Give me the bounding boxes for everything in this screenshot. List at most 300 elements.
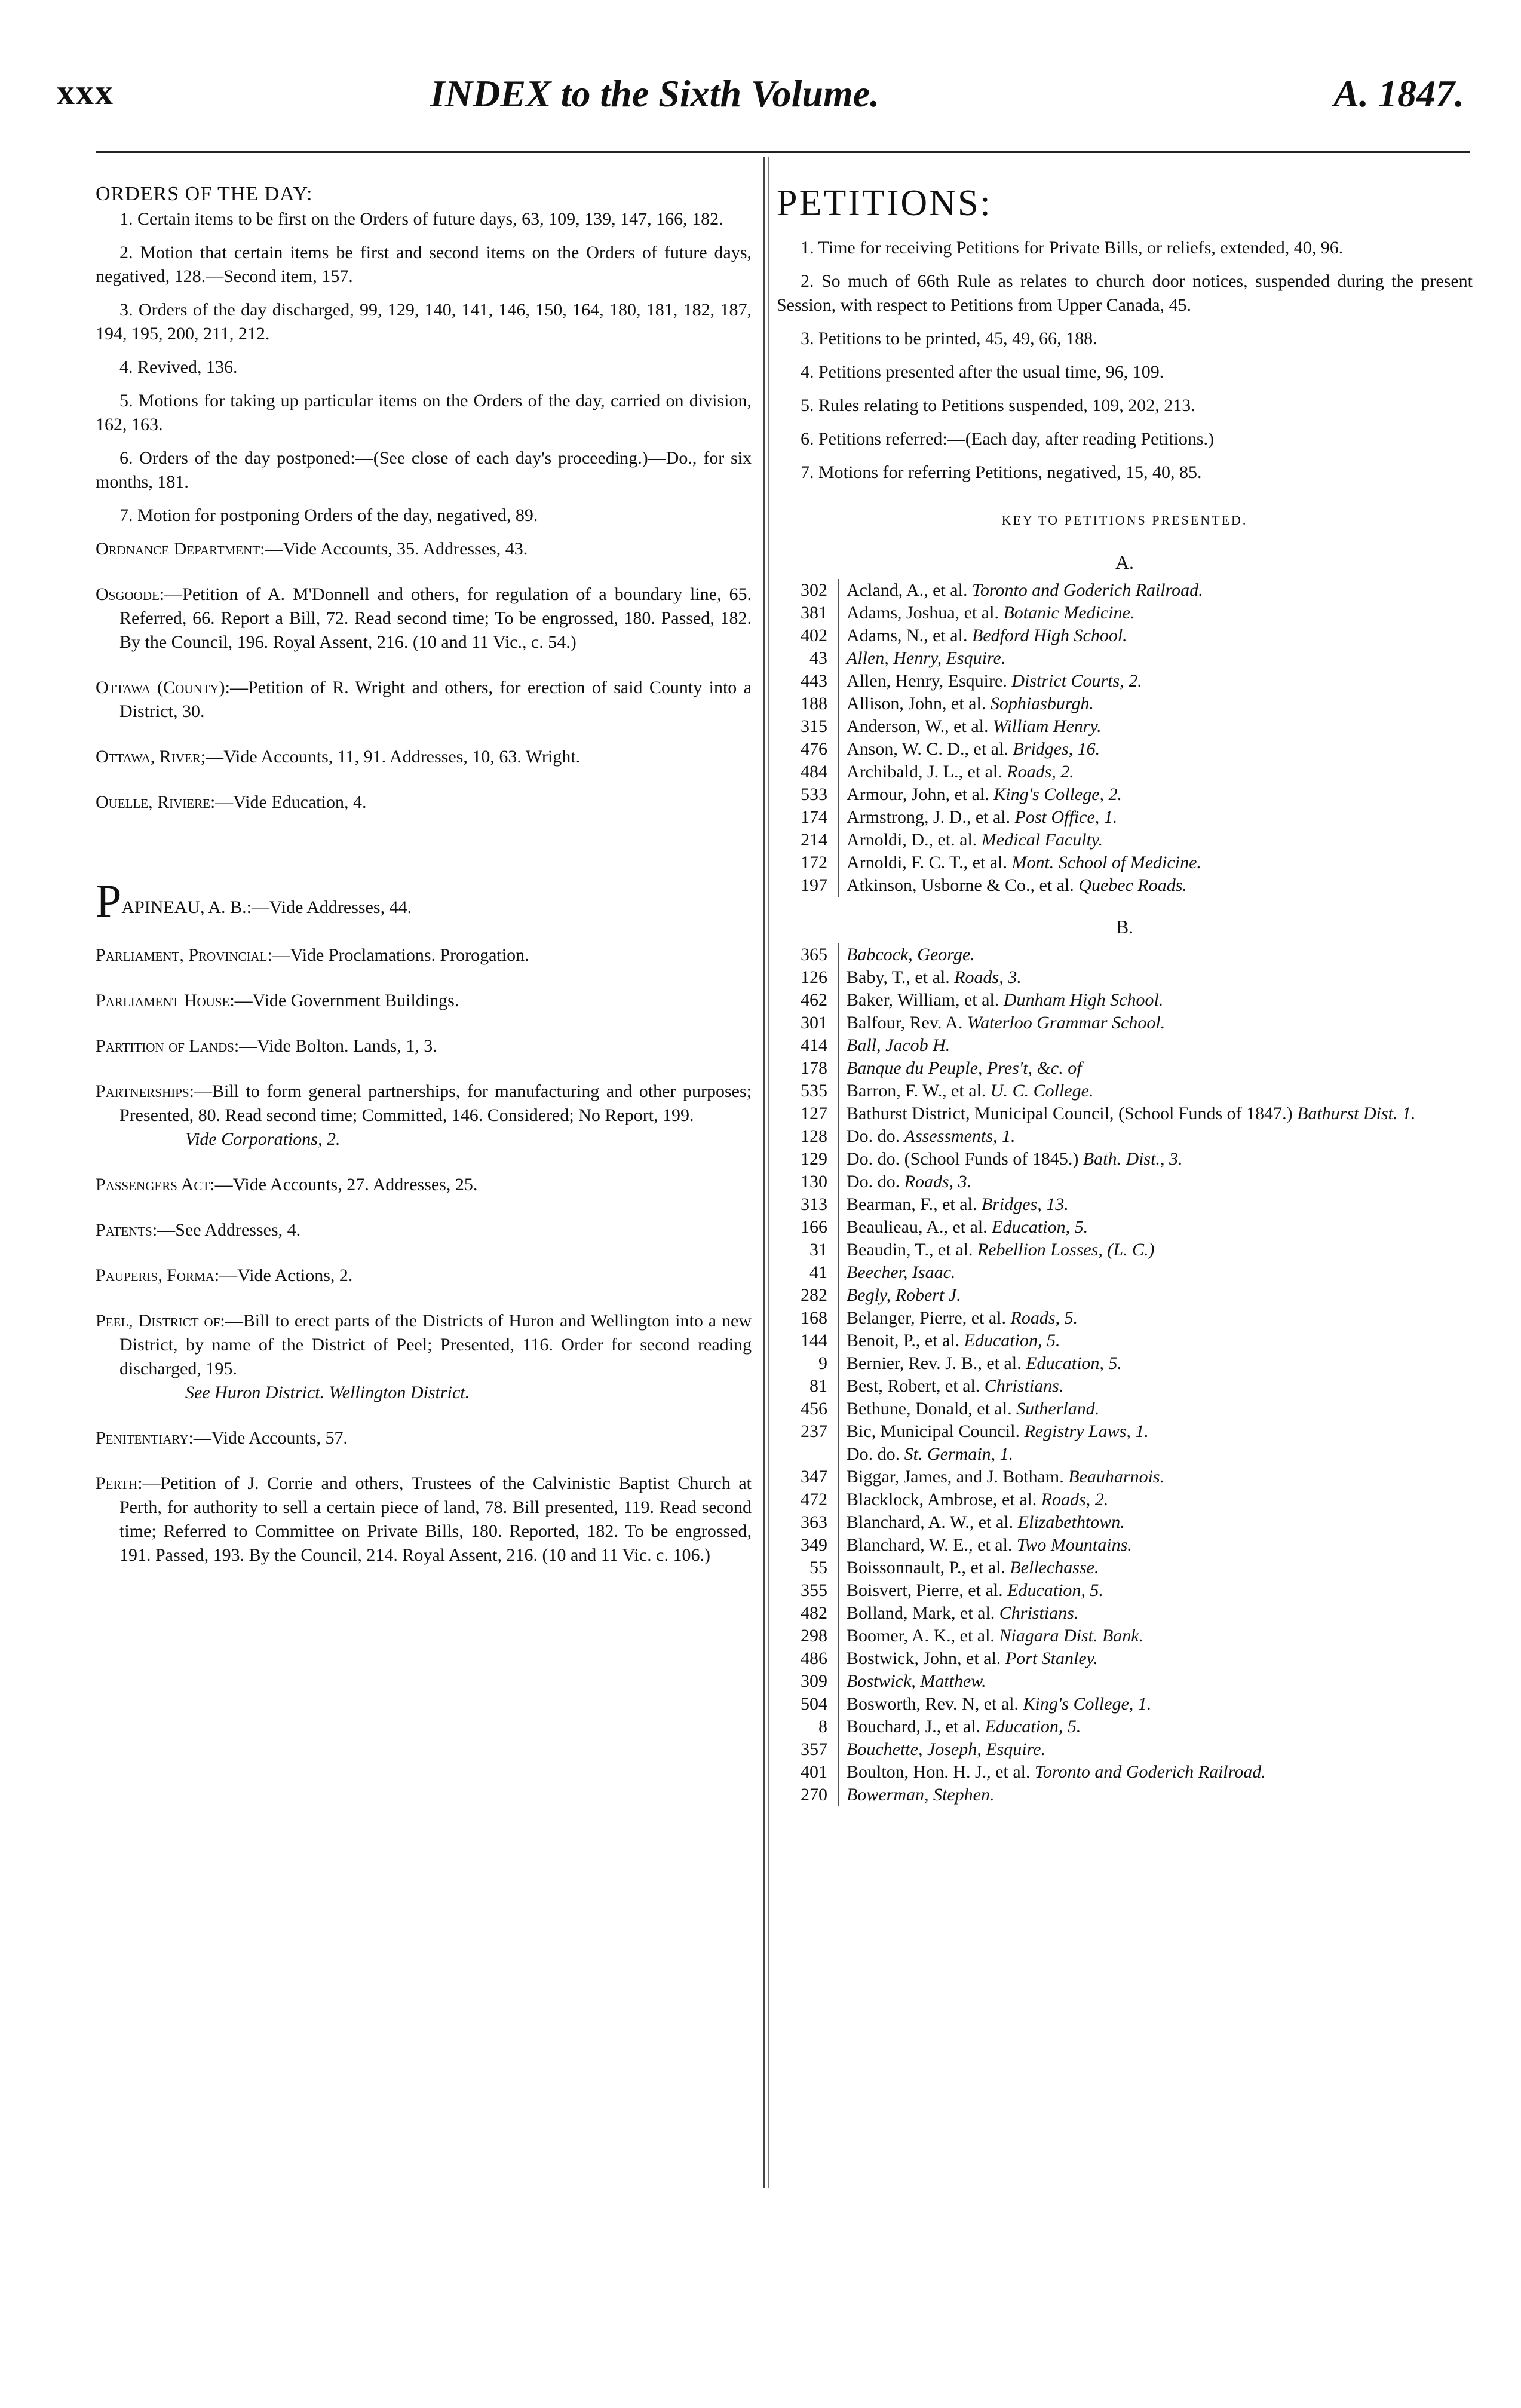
petition-subject: Banque du Peuple, Pres't, &c. of — [847, 1058, 1082, 1078]
petitioner-name: Bethune, Donald, et al. — [847, 1399, 1012, 1419]
petition-entry — [839, 602, 1473, 624]
petition-number: 349 — [801, 1535, 827, 1555]
petitions-item: 5. Rules relating to Petitions suspended, 109, 202, 213. — [801, 396, 1195, 415]
petition-number: 126 — [801, 967, 827, 987]
orders-item: 1. Certain items to be first on the Orders of future days, 63, 109, 139, 147, 166, 182. — [119, 209, 723, 229]
petition-subject: Registry Laws, 1. — [1024, 1421, 1149, 1441]
petitioner-name: Adams, N., et al. — [847, 626, 968, 645]
petition-number: 55 — [809, 1558, 827, 1577]
key-title: KEY TO PETITIONS PRESENTED. — [1001, 513, 1248, 528]
petitioner-name: Atkinson, Usborne & Co., et al. — [847, 875, 1074, 895]
petition-entry — [839, 1398, 1473, 1420]
petitions-item: 1. Time for receiving Petitions for Private Bills, or reliefs, extended, 40, 96. — [801, 238, 1344, 258]
key-row — [777, 693, 1473, 715]
petition-number: 504 — [801, 1694, 827, 1714]
petitioner-name: Anson, W. C. D., et al. — [847, 739, 1008, 759]
key-row — [777, 1148, 1473, 1171]
petition-entry — [839, 1057, 1473, 1080]
petitions-item: 7. Motions for referring Petitions, negatived, 15, 40, 85. — [801, 462, 1202, 482]
petition-entry — [839, 647, 1473, 670]
petitioner-name: Balfour, Rev. A. — [847, 1013, 963, 1033]
petitioner-name: Do. do. — [847, 1444, 900, 1464]
entry-head: Pauperis, Forma — [96, 1266, 214, 1285]
entry-head: APINEAU, A. B. — [121, 897, 247, 917]
petition-number: 128 — [801, 1126, 827, 1146]
entry-head: Partnerships — [96, 1082, 189, 1101]
petition-subject: Babcock, George. — [847, 945, 975, 964]
petitioner-name: Beaulieau, A., et al. — [847, 1217, 988, 1237]
petitions-list — [777, 236, 1473, 485]
petition-subject: Roads, 2. — [1007, 762, 1074, 782]
entry-head: Ottawa (County) — [96, 678, 225, 697]
petition-entry — [839, 783, 1473, 806]
petitioner-name: Barron, F. W., et al. — [847, 1081, 986, 1101]
orders-title: ORDERS OF THE DAY: — [96, 183, 313, 205]
entry-body: :—Vide Bolton. Lands, 1, 3. — [234, 1036, 437, 1056]
petitioner-name: Bernier, Rev. J. B., et al. — [847, 1353, 1022, 1373]
orders-item: 2. Motion that certain items be first and second items on the Orders of future days, negatived, 128.—Second item, 157. — [96, 243, 752, 286]
petition-entry — [839, 1693, 1473, 1715]
key-b-rows — [777, 943, 1473, 1806]
petition-subject: Dunham High School. — [1003, 990, 1164, 1010]
petition-subject: Education, 5. — [1007, 1580, 1103, 1600]
petition-number: 31 — [809, 1240, 827, 1260]
petition-number: 486 — [801, 1649, 827, 1668]
petition-entry — [839, 1511, 1473, 1534]
page-numeral: xxx — [57, 72, 114, 112]
petitioner-name: Do. do. (School Funds of 1845.) — [847, 1149, 1079, 1169]
petitioner-name: Adams, Joshua, et al. — [847, 603, 999, 623]
key-row — [777, 1171, 1473, 1193]
petitioner-name: Do. do. — [847, 1126, 900, 1146]
key-row — [777, 1398, 1473, 1420]
petitioner-name: Acland, A., et al. — [847, 580, 968, 600]
petition-subject: Waterloo Grammar School. — [967, 1013, 1166, 1033]
petition-number: 482 — [801, 1603, 827, 1623]
petition-number: 301 — [801, 1013, 827, 1033]
orders-item: 4. Revived, 136. — [119, 357, 238, 377]
petition-entry — [839, 1125, 1473, 1148]
petition-entry — [839, 1102, 1473, 1125]
petitioner-name: Bearman, F., et al. — [847, 1194, 977, 1214]
key-row — [777, 1466, 1473, 1488]
petition-entry — [839, 624, 1473, 647]
key-row — [777, 783, 1473, 806]
entry-body: :—Vide Accounts, 35. Addresses, 43. — [260, 539, 528, 559]
petition-entry — [839, 738, 1473, 761]
petition-number — [777, 1443, 838, 1466]
petition-subject: Botanic Medicine. — [1003, 603, 1135, 623]
petition-entry — [839, 1784, 1473, 1806]
key-row — [777, 1647, 1473, 1670]
petitioner-name: Bathurst District, Municipal Council, (School Funds of 1847.) — [847, 1104, 1293, 1123]
key-row — [777, 1761, 1473, 1784]
key-row — [777, 1012, 1473, 1034]
entry-body: :—Vide Actions, 2. — [214, 1266, 353, 1285]
petition-subject: Rebellion Losses, (L. C.) — [977, 1240, 1155, 1260]
key-row — [777, 761, 1473, 783]
key-row — [777, 829, 1473, 851]
petition-number: 363 — [801, 1512, 827, 1532]
key-row — [777, 1375, 1473, 1398]
petitioner-name: Benoit, P., et al. — [847, 1331, 960, 1350]
petition-subject: Port Stanley. — [1005, 1649, 1098, 1668]
petition-subject: Education, 5. — [1026, 1353, 1122, 1373]
petition-entry — [839, 1670, 1473, 1693]
petitioner-name: Do. do. — [847, 1172, 900, 1191]
petitioner-name: Bic, Municipal Council. — [847, 1421, 1020, 1441]
petition-entry — [839, 1375, 1473, 1398]
petition-entry — [839, 1534, 1473, 1557]
orders-item: 5. Motions for taking up particular items on the Orders of the day, carried on division, 162, 163. — [96, 391, 752, 434]
key-row — [777, 851, 1473, 874]
entry-body: :—Vide Proclamations. Prorogation. — [267, 945, 529, 965]
petitioner-name: Bostwick, John, et al. — [847, 1649, 1001, 1668]
key-list — [777, 550, 1473, 1806]
petition-number: 462 — [801, 990, 827, 1010]
petition-subject: Quebec Roads. — [1078, 875, 1187, 895]
petition-entry — [839, 1148, 1473, 1171]
petition-entry — [839, 1216, 1473, 1239]
petitions-item: 6. Petitions referred:—(Each day, after reading Petitions.) — [801, 429, 1214, 449]
key-row — [777, 1693, 1473, 1715]
petition-subject: Christians. — [999, 1603, 1079, 1623]
petition-number: 129 — [801, 1149, 827, 1169]
key-row — [777, 1125, 1473, 1148]
petition-subject: Bouchette, Joseph, Esquire. — [847, 1739, 1045, 1759]
petitioner-name: Allison, John, et al. — [847, 694, 986, 713]
petitioner-name: Anderson, W., et al. — [847, 716, 989, 736]
petition-entry — [839, 1329, 1473, 1352]
column-divider — [763, 157, 765, 2188]
petition-subject: Bathurst Dist. 1. — [1297, 1104, 1416, 1123]
petition-subject: Roads, 5. — [1010, 1308, 1078, 1328]
petitioner-name: Armour, John, et al. — [847, 785, 989, 804]
key-row — [777, 624, 1473, 647]
key-row — [777, 806, 1473, 829]
petition-entry — [839, 579, 1473, 602]
key-row — [777, 1102, 1473, 1125]
petition-entry — [839, 874, 1473, 897]
key-row — [777, 1443, 1473, 1466]
key-row — [777, 1284, 1473, 1307]
petition-number: 533 — [801, 785, 827, 804]
key-row — [777, 1602, 1473, 1625]
petition-entry — [839, 1443, 1473, 1466]
petition-subject: Education, 5. — [964, 1331, 1060, 1350]
petition-number: 401 — [801, 1762, 827, 1782]
petition-number: 302 — [801, 580, 827, 600]
petition-subject: Roads, 3. — [954, 967, 1022, 987]
key-row — [777, 647, 1473, 670]
key-row — [777, 966, 1473, 989]
petition-subject: Two Mountains. — [1016, 1535, 1132, 1555]
key-row — [777, 1329, 1473, 1352]
petition-subject: Education, 5. — [992, 1217, 1088, 1237]
entry-body: :—Vide Government Buildings. — [229, 991, 459, 1010]
petition-subject: Education, 5. — [985, 1717, 1081, 1736]
petition-number: 484 — [801, 762, 827, 782]
petition-entry — [839, 1579, 1473, 1602]
key-row — [777, 1034, 1473, 1057]
petition-number: 476 — [801, 739, 827, 759]
running-title: INDEX to the Sixth Volume. — [430, 72, 880, 115]
petition-subject: Elizabethtown. — [1017, 1512, 1125, 1532]
petition-number: 402 — [801, 626, 827, 645]
column-divider-inner — [768, 157, 769, 2188]
petition-number: 365 — [801, 945, 827, 964]
petition-entry — [839, 1761, 1473, 1784]
petition-entry — [839, 1647, 1473, 1670]
petition-number: 178 — [801, 1058, 827, 1078]
petition-subject: Roads, 3. — [904, 1172, 972, 1191]
petition-subject: Medical Faculty. — [981, 830, 1103, 850]
petition-entry — [839, 851, 1473, 874]
orders-item: 3. Orders of the day discharged, 99, 129, 140, 141, 146, 150, 164, 180, 181, 182, 187, 194, 195, 200, 211, 212. — [96, 300, 752, 344]
entry-body: :—Vide Education, 4. — [210, 792, 367, 812]
key-row — [777, 1715, 1473, 1738]
index-entry — [96, 1309, 752, 1381]
petitioner-name: Baker, William, et al. — [847, 990, 999, 1010]
petition-entry — [839, 1034, 1473, 1057]
petition-number: 282 — [801, 1285, 827, 1305]
petitioner-name: Bosworth, Rev. N, et al. — [847, 1694, 1019, 1714]
entry-body: :—See Addresses, 4. — [152, 1220, 301, 1240]
entry-body: :—Bill to form general partnerships, for manufacturing and other purposes; Presented, 80. Read second time; Committed, 146. Considered; No Report, 199. — [119, 1082, 752, 1125]
entry-head: Parliament, Provincial — [96, 945, 268, 965]
entry-head: Passengers Act — [96, 1175, 210, 1194]
petition-number: 8 — [818, 1717, 827, 1736]
entry-head: Perth — [96, 1473, 138, 1493]
petition-subject: St. Germain, 1. — [904, 1444, 1014, 1464]
petition-entry — [839, 1715, 1473, 1738]
key-row — [777, 874, 1473, 897]
key-row — [777, 670, 1473, 693]
index-entry — [96, 1426, 752, 1450]
petition-number: 168 — [801, 1308, 827, 1328]
entries-o — [96, 537, 752, 814]
index-entry — [96, 943, 752, 967]
index-entry — [96, 1080, 752, 1128]
petition-number: 347 — [801, 1467, 827, 1487]
petitioner-name: Best, Robert, et al. — [847, 1376, 980, 1396]
key-row — [777, 1784, 1473, 1806]
petition-subject: Post Office, 1. — [1014, 807, 1118, 827]
index-entry — [96, 1472, 752, 1567]
entry-head: Peel, District of — [96, 1311, 220, 1331]
index-entry — [96, 1264, 752, 1288]
entry-body: :—Petition of R. Wright and others, for erection of said County into a District, 30. — [119, 678, 752, 721]
key-letter-b: B. — [1115, 916, 1134, 938]
petitioner-name: Boomer, A. K., et al. — [847, 1626, 995, 1646]
petition-number: 9 — [818, 1353, 827, 1373]
petition-number: 130 — [801, 1172, 827, 1191]
petition-entry — [839, 1602, 1473, 1625]
petition-entry — [839, 1080, 1473, 1102]
key-row — [777, 989, 1473, 1012]
entry-head: Ordnance Department — [96, 539, 260, 559]
key-row — [777, 1307, 1473, 1329]
petition-subject: Bowerman, Stephen. — [847, 1785, 995, 1805]
petition-subject: District Courts, 2. — [1011, 671, 1142, 691]
petition-subject: Mont. School of Medicine. — [1011, 853, 1201, 872]
petition-number: 357 — [801, 1739, 827, 1759]
entry-body: :—Vide Accounts, 27. Addresses, 25. — [210, 1175, 478, 1194]
petition-subject: Begly, Robert J. — [847, 1285, 961, 1305]
entry-head: Ottawa, River — [96, 747, 201, 767]
petition-subject: Bath. Dist., 3. — [1083, 1149, 1183, 1169]
petitions-item: 2. So much of 66th Rule as relates to church door notices, suspended during the present Session, with respect to Petitions from Upper Canada, 45. — [777, 271, 1473, 315]
petition-subject: Niagara Dist. Bank. — [999, 1626, 1144, 1646]
petitioner-name: Arnoldi, D., et. al. — [847, 830, 977, 850]
petition-number: 298 — [801, 1626, 827, 1646]
petition-entry — [839, 943, 1473, 966]
key-row — [777, 1193, 1473, 1216]
orders-item: 7. Motion for postponing Orders of the day, negatived, 89. — [119, 506, 538, 525]
petition-number: 188 — [801, 694, 827, 713]
petitioner-name: Boissonnault, P., et al. — [847, 1558, 1005, 1577]
petitioner-name: Boisvert, Pierre, et al. — [847, 1580, 1003, 1600]
petition-subject: William Henry. — [992, 716, 1102, 736]
left-column — [96, 182, 752, 1589]
petitioner-name: Bolland, Mark, et al. — [847, 1603, 995, 1623]
petition-entry — [839, 1488, 1473, 1511]
petition-entry — [839, 1261, 1473, 1284]
key-letter-a: A. — [1115, 552, 1134, 573]
petition-entry — [839, 1557, 1473, 1579]
petitions-title: PETITIONS: — [777, 183, 992, 223]
petition-number: 144 — [801, 1331, 827, 1350]
petitioner-name: Boulton, Hon. H. J., et al. — [847, 1762, 1031, 1782]
key-row — [777, 715, 1473, 738]
entry-body: :—Bill to erect parts of the Districts of Huron and Wellington into a new District, by name of the District of Peel; Presented, 116. Order for second reading discharged, 195. — [119, 1311, 752, 1378]
index-entry — [96, 1034, 752, 1058]
key-row — [777, 1420, 1473, 1443]
petitioner-name: Arnoldi, F. C. T., et al. — [847, 853, 1007, 872]
entries-p — [96, 943, 752, 1567]
petition-number: 174 — [801, 807, 827, 827]
petition-number: 127 — [801, 1104, 827, 1123]
petition-number: 381 — [801, 603, 827, 623]
petition-number: 166 — [801, 1217, 827, 1237]
petitioner-name: Blanchard, W. E., et al. — [847, 1535, 1013, 1555]
entry-head: Ouelle, Riviere — [96, 792, 210, 812]
petition-subject: Bridges, 13. — [981, 1194, 1069, 1214]
petition-subject: Allen, Henry, Esquire. — [847, 648, 1006, 668]
petition-subject: U. C. College. — [990, 1081, 1094, 1101]
petition-number: 472 — [801, 1490, 827, 1509]
petition-subject: Beauharnois. — [1068, 1467, 1165, 1487]
petitioner-name: Beaudin, T., et al. — [847, 1240, 973, 1260]
petition-number: 456 — [801, 1399, 827, 1419]
year-label: A. 1847. — [1333, 72, 1464, 115]
petition-entry — [839, 829, 1473, 851]
index-entry — [96, 583, 752, 654]
petitioner-name: Baby, T., et al. — [847, 967, 950, 987]
key-row — [777, 738, 1473, 761]
petition-entry — [839, 1193, 1473, 1216]
petition-number: 270 — [801, 1785, 827, 1805]
petition-subject: Sutherland. — [1016, 1399, 1100, 1419]
entry-body: :—Vide Accounts, 57. — [188, 1428, 348, 1448]
petition-entry — [839, 1171, 1473, 1193]
key-row — [777, 1057, 1473, 1080]
petition-subject: Sophiasburgh. — [990, 694, 1094, 713]
drop-initial: P — [96, 875, 122, 927]
petition-entry — [839, 1239, 1473, 1261]
index-entry — [96, 537, 752, 561]
key-row — [777, 1488, 1473, 1511]
petition-subject: Toronto and Goderich Railroad. — [1035, 1762, 1266, 1782]
key-row — [777, 1625, 1473, 1647]
petition-entry — [839, 1352, 1473, 1375]
petition-number: 43 — [809, 648, 827, 668]
petitioner-name: Allen, Henry, Esquire. — [847, 671, 1007, 691]
index-entry — [96, 1218, 752, 1242]
petition-entry — [839, 1420, 1473, 1443]
petition-number: 313 — [801, 1194, 827, 1214]
petition-entry — [839, 989, 1473, 1012]
entry-body: :—Petition of A. M'Donnell and others, for regulation of a boundary line, 65. Referred, 66. Report a Bill, 72. Read second time; To be engrossed, 180. Passed, 182. By the Council, 196. Royal Assent, 216. (10 and 11 Vic., c. 54.) — [119, 584, 752, 652]
key-row — [777, 1352, 1473, 1375]
petition-number: 214 — [801, 830, 827, 850]
right-column — [777, 182, 1473, 1806]
petition-number: 315 — [801, 716, 827, 736]
page-header — [0, 72, 1521, 125]
petitioner-name: Armstrong, J. D., et al. — [847, 807, 1011, 827]
key-row — [777, 1670, 1473, 1693]
petition-subject: Christians. — [984, 1376, 1064, 1396]
petition-number: 443 — [801, 671, 827, 691]
petition-entry — [839, 670, 1473, 693]
petitioner-name: Biggar, James, and J. Botham. — [847, 1467, 1064, 1487]
entry-see-also: Vide Corporations, 2. — [185, 1129, 341, 1149]
petition-number: 309 — [801, 1671, 827, 1691]
petition-entry — [839, 715, 1473, 738]
petition-number: 197 — [801, 875, 827, 895]
orders-list — [96, 207, 752, 528]
key-row — [777, 1080, 1473, 1102]
petition-entry — [839, 806, 1473, 829]
key-a-rows — [777, 579, 1473, 897]
petitions-item: 4. Petitions presented after the usual time, 96, 109. — [801, 362, 1164, 382]
header-rule — [96, 151, 1470, 153]
key-row — [777, 602, 1473, 624]
petition-number: 535 — [801, 1081, 827, 1101]
petition-number: 41 — [809, 1263, 827, 1282]
index-entry — [96, 791, 752, 814]
entry-head: Patents — [96, 1220, 152, 1240]
petition-entry — [839, 761, 1473, 783]
petition-entry — [839, 1284, 1473, 1307]
petitioner-name: Blacklock, Ambrose, et al. — [847, 1490, 1037, 1509]
petition-subject: Beecher, Isaac. — [847, 1263, 956, 1282]
petition-subject: Assessments, 1. — [904, 1126, 1016, 1146]
entry-head: Parliament House — [96, 991, 230, 1010]
key-row — [777, 1557, 1473, 1579]
petition-subject: Toronto and Goderich Railroad. — [971, 580, 1203, 600]
petition-number: 355 — [801, 1580, 827, 1600]
petitioner-name: Belanger, Pierre, et al. — [847, 1308, 1007, 1328]
petition-subject: Bostwick, Matthew. — [847, 1671, 986, 1691]
entry-head: Osgoode — [96, 584, 160, 604]
index-entry — [96, 676, 752, 724]
entry-head: Penitentiary — [96, 1428, 189, 1448]
key-row — [777, 943, 1473, 966]
entry-head: Partition of Lands — [96, 1036, 234, 1056]
petition-subject: King's College, 2. — [993, 785, 1123, 804]
index-entry — [96, 745, 752, 769]
